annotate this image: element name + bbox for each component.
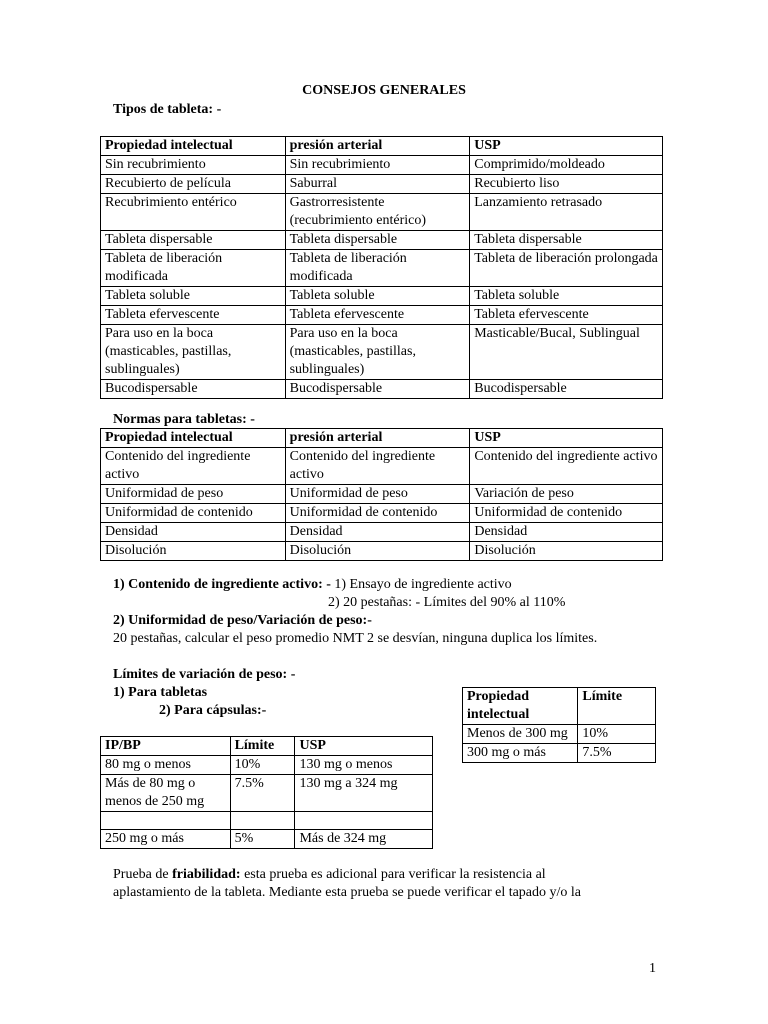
section-1-subline: 2) 20 pestañas: - Límites del 90% al 110% [328, 595, 566, 610]
table-cell: Gastrorresistente (recubrimiento entérico) [285, 194, 470, 231]
table-cell: Contenido del ingrediente activo [101, 448, 286, 485]
table-cell: Tableta soluble [470, 287, 663, 306]
table-cell: Recubierto liso [470, 175, 663, 194]
table-cell: Recubrimiento entérico [101, 194, 286, 231]
table-header: Límite [578, 688, 656, 725]
table-row [101, 250, 663, 287]
table-row [101, 485, 663, 504]
capsule-limits-table [462, 687, 656, 763]
table-row [101, 231, 663, 250]
table-cell: Masticable/Bucal, Sublingual [470, 325, 663, 380]
table-header: IP/BP [101, 737, 231, 756]
table-header: presión arterial [285, 137, 470, 156]
table-row [101, 775, 433, 812]
table-cell [230, 812, 295, 830]
table-cell: 7.5% [578, 744, 656, 763]
page-title: CONSEJOS GENERALES [302, 83, 466, 98]
table-cell: Recubierto de película [101, 175, 286, 194]
section-2-heading: 2) Uniformidad de peso/Variación de peso:- [113, 613, 372, 628]
table-row [101, 287, 663, 306]
table-cell: 130 mg a 324 mg [295, 775, 433, 812]
table-cell: Uniformidad de peso [101, 485, 286, 504]
table-row [101, 325, 663, 380]
limites-tabletas: 1) Para tabletas [113, 685, 208, 700]
table-cell [295, 812, 433, 830]
table-row [101, 156, 663, 175]
table-row [101, 756, 433, 775]
table-header: Propiedad intelectual [101, 137, 286, 156]
friabilidad-line-1: esta prueba es adicional para verificar la resistencia al [240, 867, 546, 882]
table-row [101, 175, 663, 194]
table-cell: 7.5% [230, 775, 295, 812]
table-row [101, 448, 663, 485]
table-cell: Bucodispersable [101, 380, 286, 399]
table-cell: 250 mg o más [101, 830, 231, 849]
table-cell: Más de 324 mg [295, 830, 433, 849]
table-cell: Tableta dispersable [470, 231, 663, 250]
table-header: USP [470, 429, 663, 448]
tipos-heading: Tipos de tableta: - [113, 102, 222, 117]
page-number: 1 [649, 961, 656, 976]
section-1-text: 1) Ensayo de ingrediente activo [330, 577, 512, 592]
friabilidad-paragraph [113, 866, 673, 902]
table-header: presión arterial [285, 429, 470, 448]
weight-limits-table [100, 736, 433, 849]
table-cell: Contenido del ingrediente activo [285, 448, 470, 485]
table-header: USP [295, 737, 433, 756]
table-cell: Para uso en la boca (masticables, pastillas, sublinguales) [101, 325, 286, 380]
table-row [101, 542, 663, 561]
table-cell: 130 mg o menos [295, 756, 433, 775]
table-cell: Densidad [101, 523, 286, 542]
table-cell: 5% [230, 830, 295, 849]
table-header: Propiedad intelectual [101, 429, 286, 448]
table-row [101, 523, 663, 542]
table-row [101, 504, 663, 523]
table-cell: 300 mg o más [463, 744, 578, 763]
limites-capsulas: 2) Para cápsulas:- [159, 703, 267, 718]
normas-heading: Normas para tabletas: - [113, 412, 255, 427]
table-cell: Uniformidad de contenido [101, 504, 286, 523]
table-cell: 10% [578, 725, 656, 744]
friabilidad-term: friabilidad: [172, 867, 241, 882]
table-header: Límite [230, 737, 295, 756]
table-cell: Saburral [285, 175, 470, 194]
table-cell: Densidad [470, 523, 663, 542]
table-cell: Tableta de liberación prolongada [470, 250, 663, 287]
table-cell: Bucodispersable [285, 380, 470, 399]
table-cell: Uniformidad de contenido [470, 504, 663, 523]
table-row [101, 812, 433, 830]
table-row [101, 830, 433, 849]
section-1-heading: 1) Contenido de ingrediente activo: - [113, 577, 331, 592]
limites-heading: Límites de variación de peso: - [113, 667, 296, 682]
table-cell: Tableta de liberación modificada [285, 250, 470, 287]
table-row [463, 725, 656, 744]
table-row [101, 194, 663, 231]
table-cell: Contenido del ingrediente activo [470, 448, 663, 485]
table-cell: Uniformidad de peso [285, 485, 470, 504]
table-cell [101, 812, 231, 830]
table-row [463, 744, 656, 763]
table-cell: Tableta de liberación modificada [101, 250, 286, 287]
friabilidad-prefix: Prueba de [113, 867, 173, 882]
table-cell: Disolución [285, 542, 470, 561]
section-1-line [113, 576, 512, 594]
table-cell: Tableta dispersable [285, 231, 470, 250]
section-2-text: 20 pestañas, calcular el peso promedio NMT 2 se desvían, ninguna duplica los límites. [113, 631, 598, 646]
table-cell: Uniformidad de contenido [285, 504, 470, 523]
table-cell: Disolución [101, 542, 286, 561]
table-header: USP [470, 137, 663, 156]
table-cell: Densidad [285, 523, 470, 542]
table-cell: Bucodispersable [470, 380, 663, 399]
tipos-table [100, 136, 663, 399]
table-cell: Tableta soluble [285, 287, 470, 306]
table-row [101, 306, 663, 325]
table-cell: Tableta efervescente [101, 306, 286, 325]
table-cell: Sin recubrimiento [285, 156, 470, 175]
table-cell: 80 mg o menos [101, 756, 231, 775]
table-cell: Disolución [470, 542, 663, 561]
table-cell: Tableta soluble [101, 287, 286, 306]
friabilidad-line-2: aplastamiento de la tableta. Mediante esta prueba se puede verificar el tapado y/o la [113, 885, 582, 900]
table-cell: Menos de 300 mg [463, 725, 578, 744]
table-cell: Tableta dispersable [101, 231, 286, 250]
table-cell: Variación de peso [470, 485, 663, 504]
table-row [101, 380, 663, 399]
table-cell: 10% [230, 756, 295, 775]
table-cell: Comprimido/moldeado [470, 156, 663, 175]
table-cell: Tableta efervescente [470, 306, 663, 325]
table-cell: Más de 80 mg o menos de 250 mg [101, 775, 231, 812]
table-cell: Lanzamiento retrasado [470, 194, 663, 231]
table-cell: Sin recubrimiento [101, 156, 286, 175]
table-cell: Tableta efervescente [285, 306, 470, 325]
normas-table [100, 428, 663, 561]
table-cell: Para uso en la boca (masticables, pastillas, sublinguales) [285, 325, 470, 380]
table-header: Propiedad intelectual [463, 688, 578, 725]
